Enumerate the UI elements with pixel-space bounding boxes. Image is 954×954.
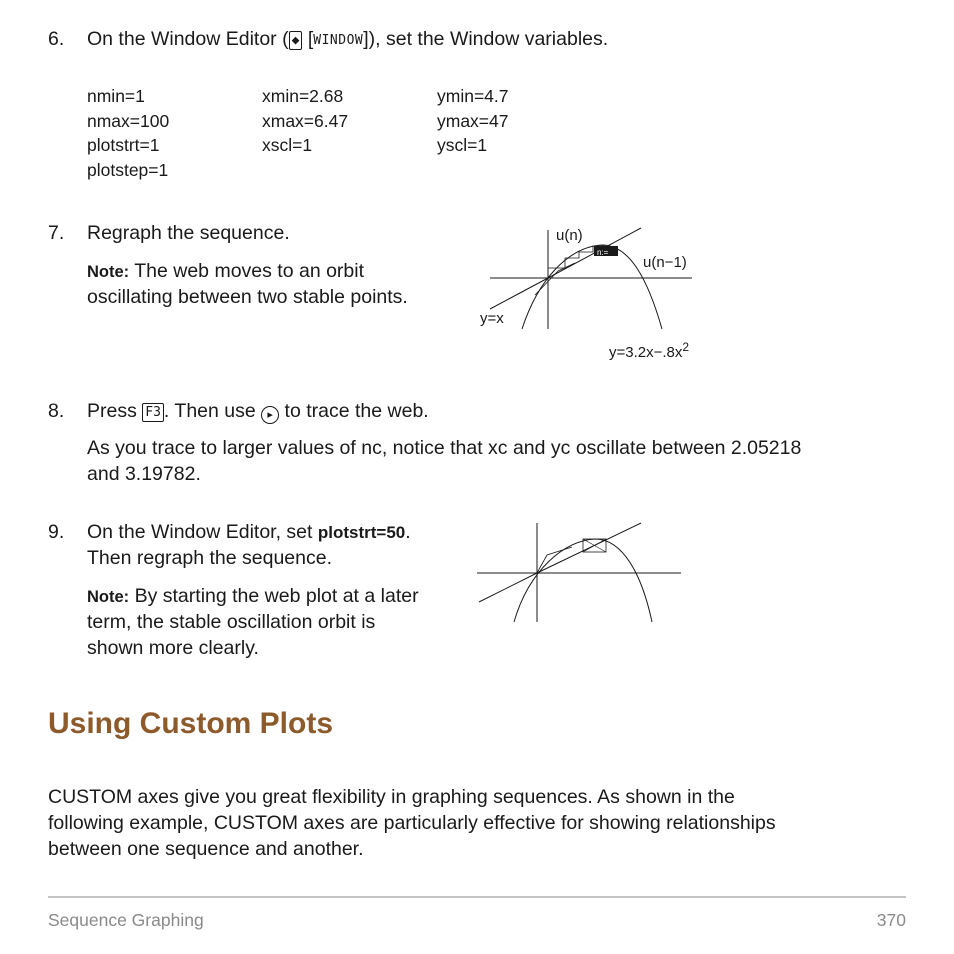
step-7-note-line2: oscillating between two stable points. [87,286,408,308]
var-xscl: xscl=1 [262,135,313,155]
step-6-text-post: ), set the Window variables. [368,28,609,50]
var-xmin: xmin=2.68 [262,86,344,106]
label-u-n: u(n) [556,227,583,244]
section-para-line2: following example, CUSTOM axes are particularly effective for showing relationships [48,812,776,834]
diamond-key: ◆ [289,31,303,50]
step-8-para-line1: As you trace to larger values of nc, notice that xc and yc oscillate between 2.05218 [87,437,802,459]
var-xmax: xmax=6.47 [262,110,349,131]
note-line: The web moves to an orbit [129,260,365,282]
step-9-number: 9. [48,521,65,543]
var-ymin: ymin=4.7 [437,86,509,106]
line-y-equals-x [479,523,641,602]
step-6-text [87,26,608,54]
label-y-equals-x: y=x [480,310,504,327]
web-plot-graph-1 [480,225,710,355]
var-nmax: nmax=100 [87,110,170,131]
f3-key: F3 [142,403,164,422]
section-para-line1: CUSTOM axes give you great flexibility in graphing sequences. As shown in the [48,786,735,808]
footer-chapter-title: Sequence Graphing [48,910,204,930]
note-label: Note: [87,263,130,281]
step-6-number: 6. [48,28,65,50]
plotstrt-value: plotstrt=50 [317,523,406,542]
label-parabola: $y=3.2x-.8x^2$ [609,340,690,361]
step-7-note [87,258,364,285]
step-9-note: Note: By starting the web plot at a later [87,585,419,607]
note-label: Note: [87,588,130,606]
label-u-n-1: u(n−1) [643,254,687,271]
step-6-text-pre: On the Window Editor ( [87,28,289,50]
step-8-para-line2: and 3.19782. [87,463,201,485]
var-plotstep: plotstep=1 [87,159,169,180]
footer-rule [48,896,906,898]
step-9-note-line3: shown more clearly. [87,637,259,659]
web-plot-graph-2 [477,520,683,625]
var-plotstrt: plotstrt=1 [87,135,160,155]
window-key: [WINDOW] [307,28,369,50]
cursor-mark: n:= [597,248,609,257]
var-yscl: yscl=1 [437,135,488,155]
section-para-line3: between one sequence and another. [48,838,364,860]
right-arrow-key-icon: ▸ [261,406,279,424]
var-nmin: nmin=1 [87,86,145,106]
step-9-line2: Then regraph the sequence. [87,547,333,569]
step-9-text: On the Window Editor, set plotstrt=50. [87,521,411,543]
section-heading: Using Custom Plots [48,707,334,740]
var-ymax: ymax=47 [437,110,509,131]
footer-page-number: 370 [876,910,906,930]
step-7-text: Regraph the sequence. [87,222,290,244]
step-8-text: Press F3 . Then use ▸ to trace the web. [87,400,429,422]
step-7-number: 7. [48,222,65,244]
step-9-note-line2: term, the stable oscillation orbit is [87,611,376,633]
step-8-number: 8. [48,400,65,422]
